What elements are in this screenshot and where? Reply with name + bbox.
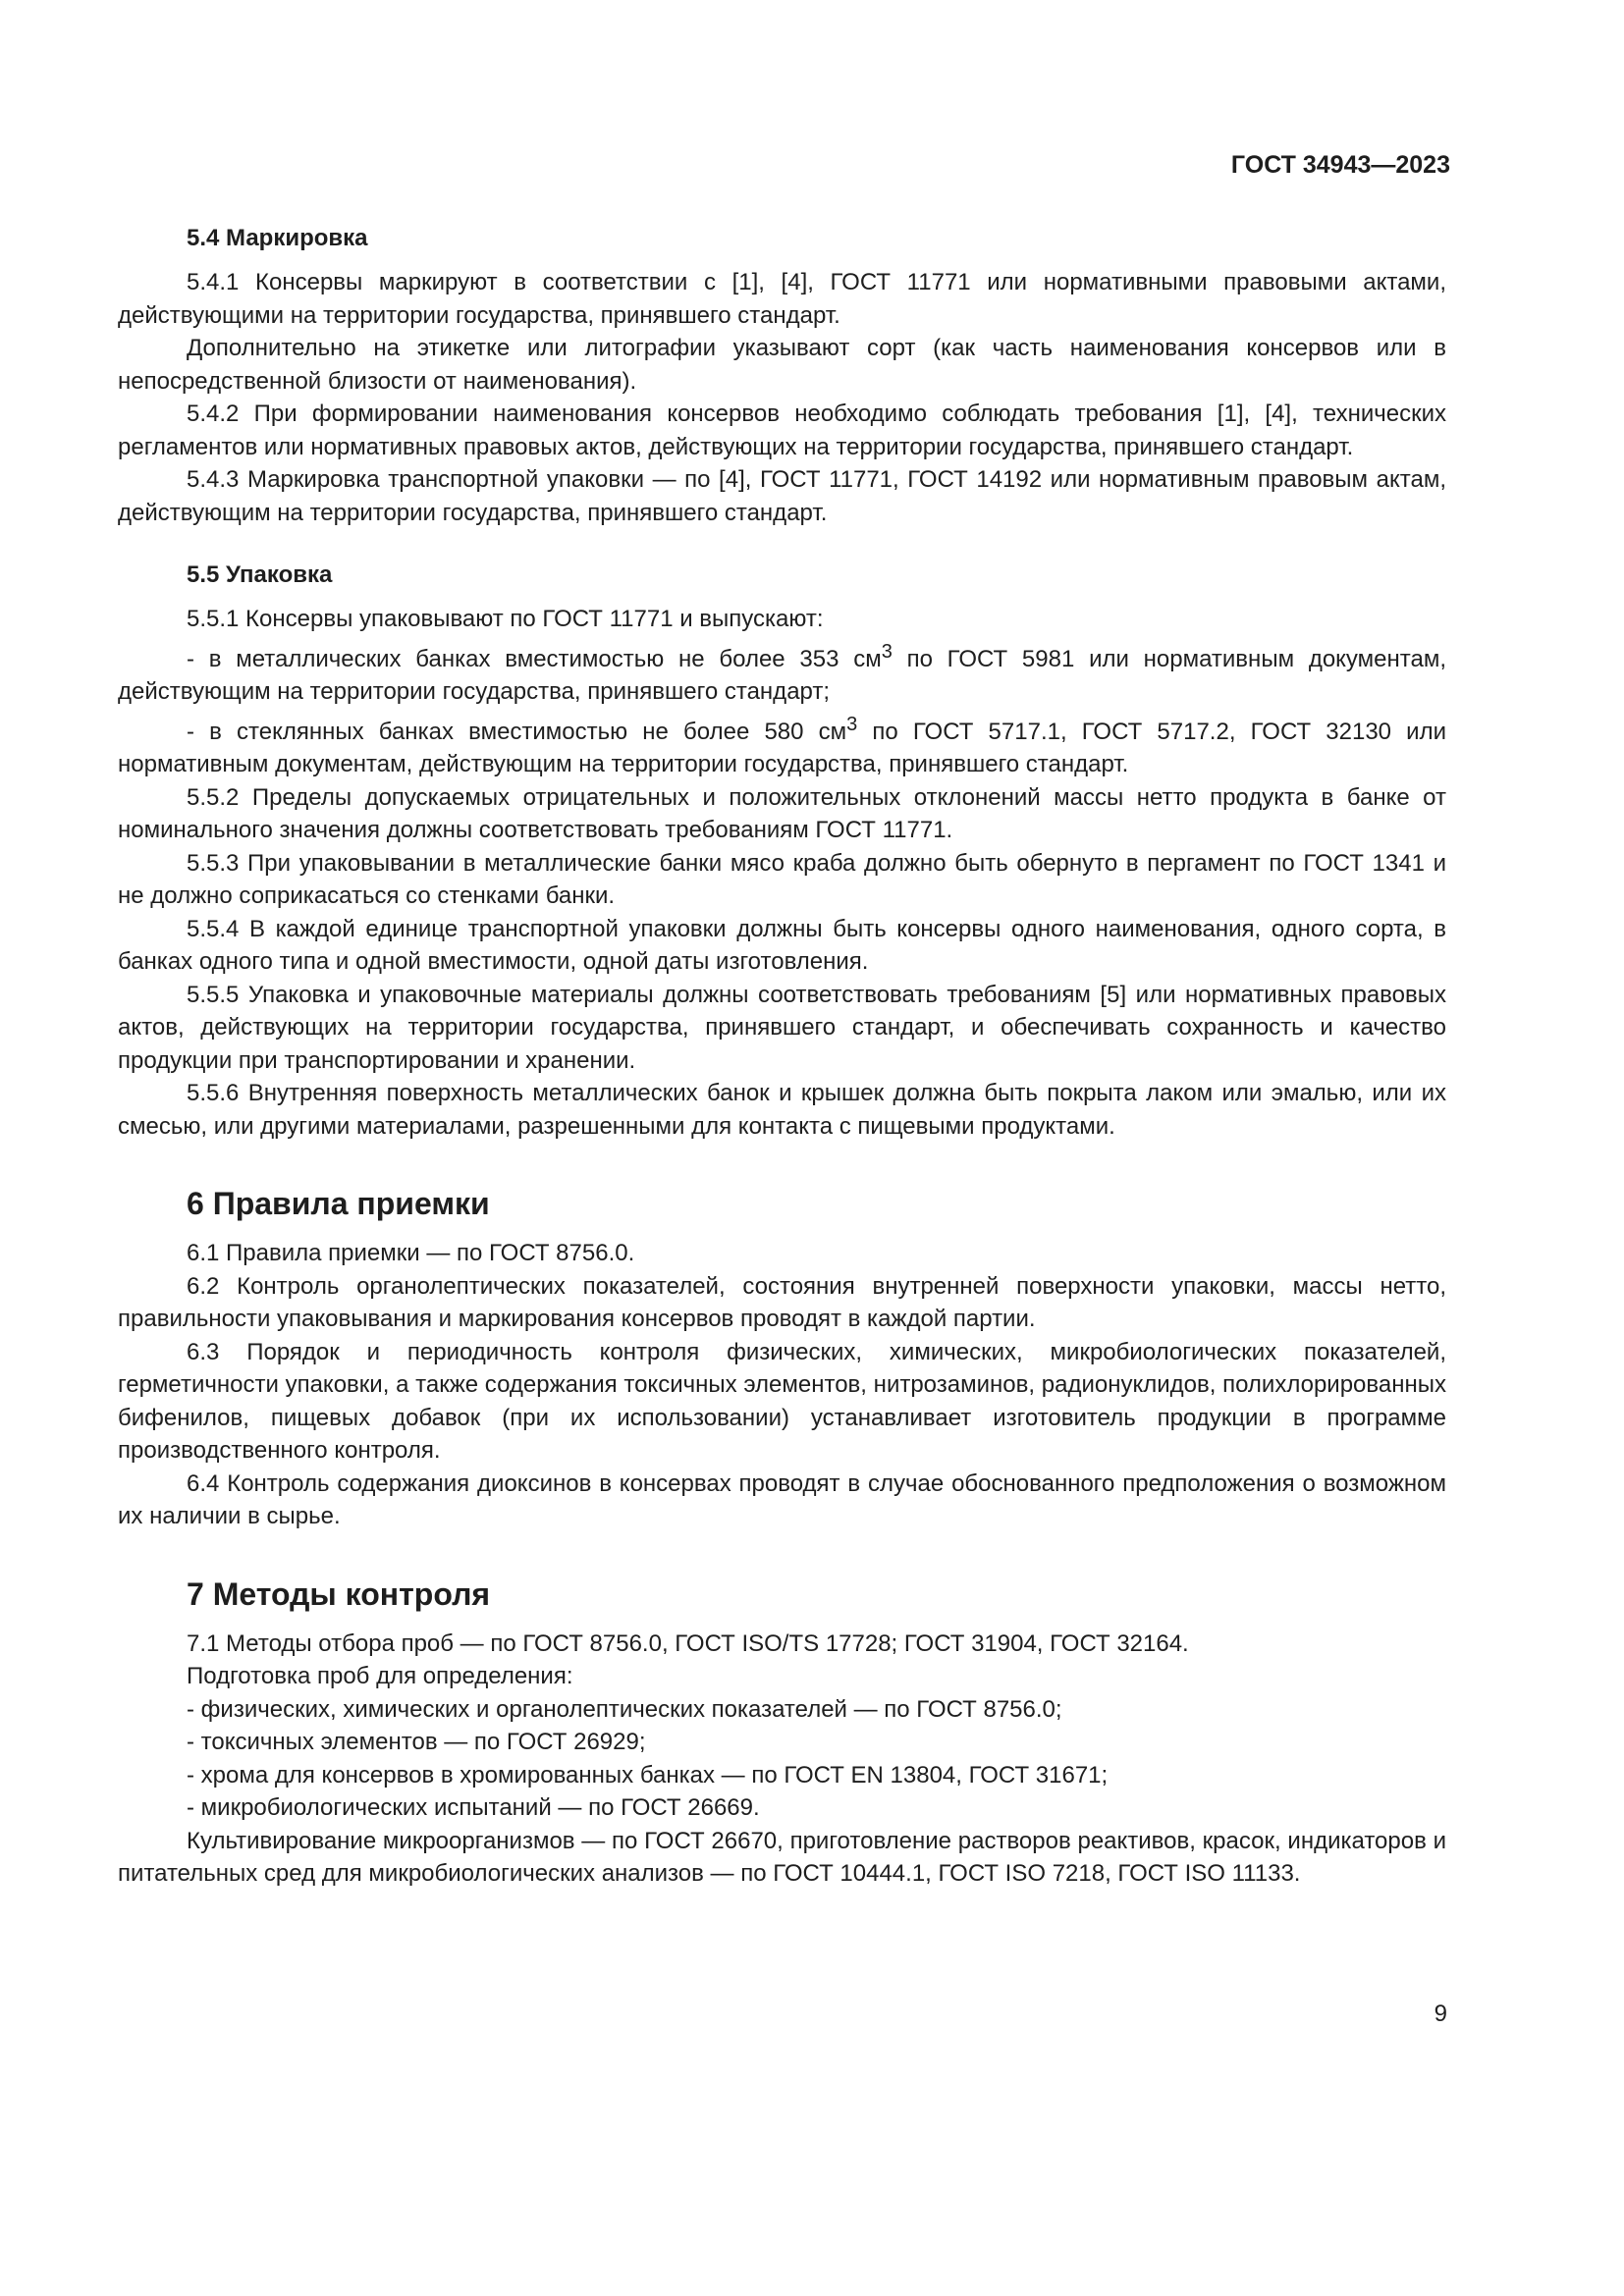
paragraph-6-4: 6.4 Контроль содержания диоксинов в консервах проводят в случае обоснованного предположения о возможном их наличии в сырье. bbox=[118, 1469, 1446, 1529]
paragraph-7-1: 7.1 Методы отбора проб — по ГОСТ 8756.0, ГОСТ ISO/TS 17728; ГОСТ 31904, ГОСТ 32164. bbox=[187, 1629, 1189, 1657]
paragraph-5-5-5: 5.5.5 Упаковка и упаковочные материалы должны соответствовать требованиям [5] или нормативных правовых актов, действующих на территории государства, принявшего стандарт, и обеспечивать сохранность и качество продукции при транспортировании и хранении. bbox=[118, 981, 1446, 1074]
paragraph-5-5-6: 5.5.6 Внутренняя поверхность металлических банок и крышек должна быть покрыта лаком или эмалью, или их смесью, или другими материалами, разрешенными для контакта с пищевыми продуктами. bbox=[118, 1080, 1446, 1140]
paragraph-5-5-2: 5.5.2 Пределы допускаемых отрицательных и положительных отклонений массы нетто продукта в банке от номинального значения должны соответствовать требованиям ГОСТ 11771. bbox=[118, 783, 1446, 843]
text-run: по ГОСТ 5981 или нормативным документам, действующим на территории государства, принявшего стандарт; bbox=[118, 645, 1447, 705]
paragraph-5-4-2: 5.4.2 При формировании наименования консервов необходимо соблюдать требования [1], [4], технических регламентов или нормативных правовых актов, действующих на территории государства, принявшего стандарт. bbox=[118, 400, 1446, 460]
paragraph-5-5-3: 5.5.3 При упаковывании в металлические банки мясо краба должно быть обернуто в пергамент по ГОСТ 1341 и не должно соприкасаться со стенками банки. bbox=[118, 849, 1446, 909]
page-content bbox=[118, 222, 1446, 1891]
paragraph-6-2: 6.2 Контроль органолептических показателей, состояния внутренней поверхности упаковки, массы нетто, правильности упаковывания и маркирования консервов проводят в каждой партии. bbox=[118, 1272, 1446, 1332]
paragraph-6-3: 6.3 Порядок и периодичность контроля физических, химических, микробиологических показателей, герметичности упаковки, а также содержания токсичных элементов, нитрозаминов, радионуклидов, полихлорированных бифенилов, пищевых добавок (при их использовании) устанавливает изготовитель продукции в программе производственного контроля. bbox=[118, 1338, 1446, 1464]
list-item: - хрома для консервов в хромированных банках — по ГОСТ EN 13804, ГОСТ 31671; bbox=[187, 1761, 1109, 1789]
text-run: по ГОСТ 5717.1, ГОСТ 5717.2, ГОСТ 32130 или нормативным документам, действующим на территории государства, принявшего стандарт. bbox=[118, 718, 1446, 777]
list-item-glass-jars bbox=[118, 709, 1446, 781]
paragraph-5-4-1-extra: Дополнительно на этикетке или литографии указывают сорт (как часть наименования консервов или в непосредственной близости от наименования). bbox=[118, 335, 1446, 395]
chapter-heading-7: 7 Методы контроля bbox=[187, 1575, 491, 1612]
page-number: 9 bbox=[1434, 2001, 1447, 2027]
paragraph-5-4-3: 5.4.3 Маркировка транспортной упаковки — по [4], ГОСТ 11771, ГОСТ 14192 или нормативным правовым актам, действующим на территории государства, принявшего стандарт. bbox=[118, 466, 1446, 526]
list-item: - токсичных элементов — по ГОСТ 26929; bbox=[187, 1729, 646, 1755]
paragraph-7-1-cultivation: Культивирование микроорганизмов — по ГОСТ 26670, приготовление растворов реактивов, красок, индикаторов и питательных сред для микробиологических анализов — по ГОСТ 10444.1, ГОСТ ISO 7218, ГОСТ ISO 11133. bbox=[118, 1827, 1446, 1887]
superscript: 3 bbox=[881, 640, 893, 663]
paragraph-5-5-1: 5.5.1 Консервы упаковывают по ГОСТ 11771 и выпускают: bbox=[187, 606, 824, 632]
paragraph-6-1: 6.1 Правила приемки — по ГОСТ 8756.0. bbox=[187, 1240, 635, 1266]
superscript: 3 bbox=[846, 713, 858, 735]
section-heading-5-4: 5.4 Маркировка bbox=[187, 225, 368, 251]
list-item: - физических, химических и органолептических показателей — по ГОСТ 8756.0; bbox=[187, 1695, 1062, 1723]
chapter-heading-6: 6 Правила приемки bbox=[187, 1186, 490, 1221]
document-id-header: ГОСТ 34943—2023 bbox=[1230, 151, 1450, 179]
list-item-metal-cans bbox=[118, 636, 1446, 709]
text-run: - в стеклянных банках вместимостью не более 580 см bbox=[187, 718, 847, 745]
paragraph-5-5-4: 5.5.4 В каждой единице транспортной упаковки должны быть консервы одного наименования, одного сорта, в банках одного типа и одной вместимости, одной даты изготовления. bbox=[118, 915, 1446, 975]
section-heading-5-5: 5.5 Упаковка bbox=[187, 561, 333, 588]
paragraph-7-1-prep: Подготовка проб для определения: bbox=[187, 1663, 573, 1689]
text-run: - в металлических банках вместимостью не более 353 см bbox=[187, 645, 882, 672]
list-item: - микробиологических испытаний — по ГОСТ 26669. bbox=[187, 1794, 760, 1821]
paragraph-5-4-1: 5.4.1 Консервы маркируют в соответствии с [1], [4], ГОСТ 11771 или нормативными правовыми актами, действующими на территории государства, принявшего стандарт. bbox=[118, 269, 1446, 329]
